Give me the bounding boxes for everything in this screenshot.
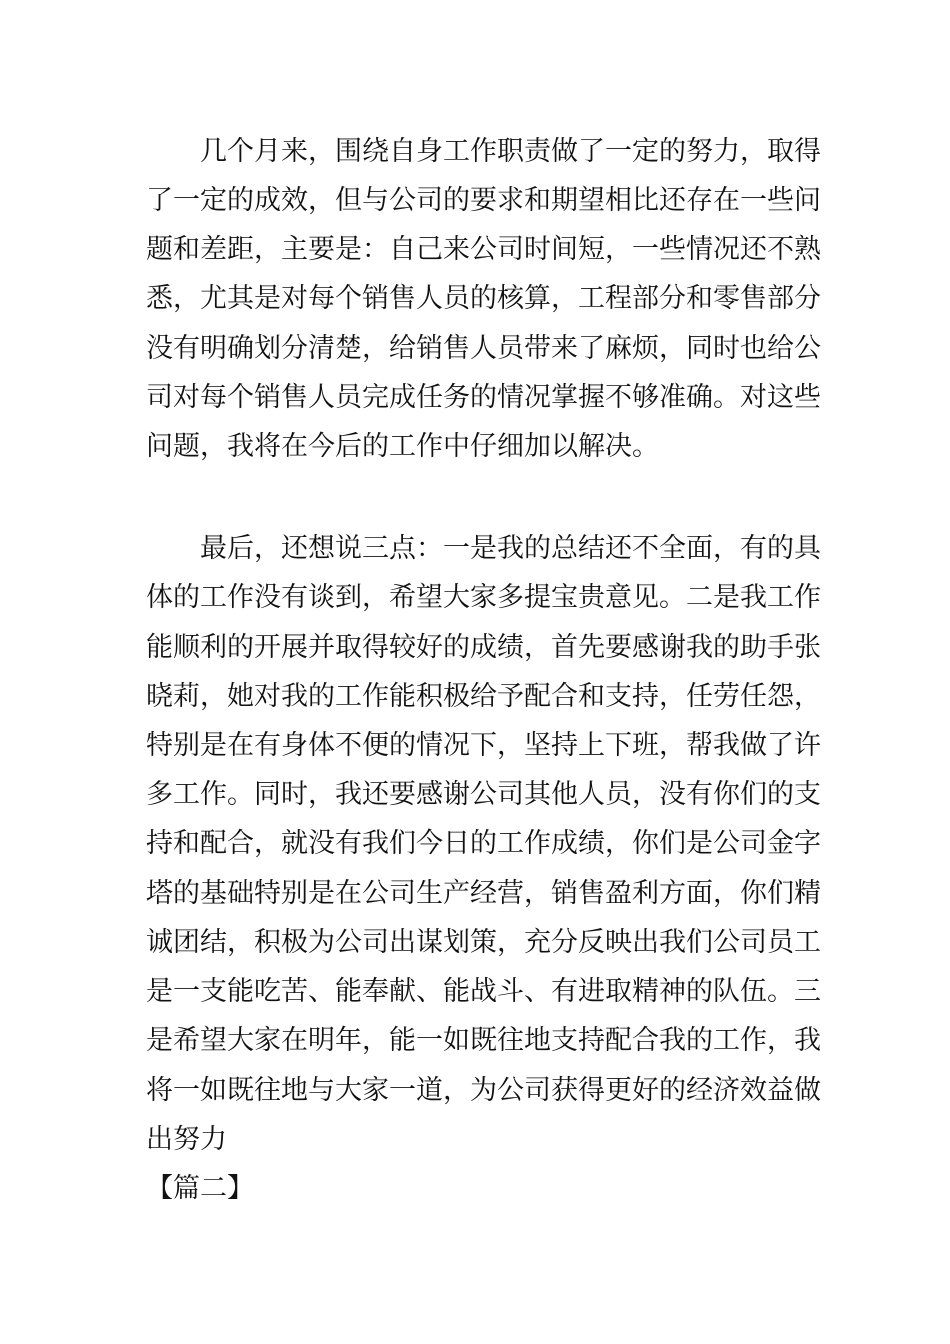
paragraph-line: 题和差距，主要是：自己来公司时间短，一些情况还不熟 [146,234,821,265]
paragraph-line: 持和配合，就没有我们今日的工作成绩，你们是公司金字 [146,828,821,859]
paragraph-line: 问题，我将在今后的工作中仔细加以解决。 [146,431,659,462]
paragraph-line: 体的工作没有谈到，希望大家多提宝贵意见。二是我工作 [146,582,821,613]
paragraph-line: 是一支能吃苦、能奉献、能战斗、有进取精神的队伍。三 [146,976,821,1007]
paragraph-line: 诚团结，积极为公司出谋划策，充分反映出我们公司员工 [146,927,821,958]
paragraph-line: 几个月来，围绕自身工作职责做了一定的努力，取得 [200,136,821,167]
paragraph-line: 出努力 [146,1124,227,1155]
paragraph-line: 悉，尤其是对每个销售人员的核算，工程部分和零售部分 [146,283,821,314]
paragraph-line: 晓莉，她对我的工作能积极给予配合和支持，任劳任怨， [146,681,821,712]
paragraph-line: 是希望大家在明年，能一如既往地支持配合我的工作，我 [146,1025,821,1056]
paragraph-line: 多工作。同时，我还要感谢公司其他人员，没有你们的支 [146,779,821,810]
paragraph-line: 没有明确划分清楚，给销售人员带来了麻烦，同时也给公 [146,333,821,364]
paragraph-line: 司对每个销售人员完成任务的情况掌握不够准确。对这些 [146,382,821,413]
paragraph-line: 将一如既往地与大家一道，为公司获得更好的经济效益做 [146,1075,821,1106]
paragraph-line: 特别是在有身体不便的情况下，坚持上下班，帮我做了许 [146,730,821,761]
paragraph-line: 了一定的成效，但与公司的要求和期望相比还存在一些问 [146,185,821,216]
paragraph-line: 能顺利的开展并取得较好的成绩，首先要感谢我的助手张 [146,632,821,663]
section-heading: 【篇二】 [146,1173,254,1204]
paragraph-line: 最后，还想说三点：一是我的总结还不全面，有的具 [200,533,821,564]
paragraph-line: 塔的基础特别是在公司生产经营，销售盈利方面，你们精 [146,878,821,909]
